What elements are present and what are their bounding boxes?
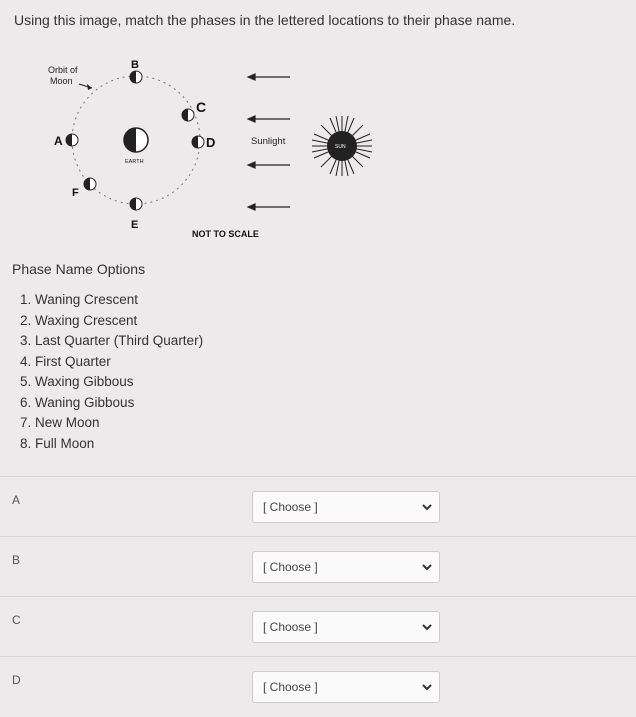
moon-a-icon: [66, 134, 78, 146]
question-text: Using this image, match the phases in the lettered locations to their phase name.: [14, 12, 516, 28]
earth-icon: [124, 128, 148, 152]
option-item: 7. New Moon: [20, 415, 100, 430]
phase-select-b[interactable]: [252, 551, 440, 583]
moon-phase-diagram: [0, 50, 636, 250]
match-label: B: [12, 553, 21, 567]
option-item: 8. Full Moon: [20, 435, 95, 451]
label-e: E: [131, 219, 139, 231]
phase-select-a[interactable]: [252, 491, 440, 523]
option-item: 4. First Quarter: [20, 353, 111, 369]
match-row-b: [0, 536, 636, 597]
label-d: D: [206, 135, 216, 150]
phase-select-c[interactable]: [252, 611, 440, 643]
label-c: C: [196, 99, 207, 115]
chevron-down-icon: [421, 561, 433, 573]
match-row-c: [0, 596, 636, 657]
match-label: C: [12, 613, 21, 627]
match-row-d: [0, 656, 636, 717]
option-item: 6. Waning Gibbous: [20, 394, 135, 410]
label-b: B: [131, 59, 139, 71]
match-label: D: [12, 673, 21, 687]
chevron-down-icon: [421, 621, 433, 633]
select-value: [ Choose ]: [263, 680, 318, 694]
option-item: 5. Waxing Gibbous: [20, 374, 134, 389]
option-item: 2. Waxing Crescent: [20, 312, 138, 328]
chevron-down-icon: [421, 501, 433, 513]
phase-select-d[interactable]: [252, 671, 440, 703]
moon-f-icon: [84, 178, 96, 190]
select-value: [ Choose ]: [263, 620, 318, 634]
scale-note: NOT TO SCALE: [192, 229, 259, 239]
earth-label: EARTH: [125, 159, 144, 165]
label-f: F: [72, 187, 79, 199]
match-label: A: [12, 493, 21, 507]
phase-options-list: [20, 290, 203, 454]
option-item: 3. Last Quarter (Third Quarter): [20, 333, 204, 348]
sunlight-label: Sunlight: [251, 136, 286, 147]
orbit-label-line2: Moon: [50, 76, 73, 86]
moon-e-icon: [130, 198, 142, 210]
match-row-a: [0, 476, 636, 537]
moon-c-icon: [182, 109, 194, 121]
select-value: [ Choose ]: [263, 500, 318, 514]
orbit-label-line1: Orbit of: [48, 65, 78, 75]
select-value: [ Choose ]: [263, 560, 318, 574]
label-a: A: [54, 134, 63, 148]
moon-b-icon: [130, 71, 142, 83]
chevron-down-icon: [421, 681, 433, 693]
options-title: Phase Name Options: [12, 261, 146, 277]
moon-d-icon: [192, 136, 204, 148]
option-item: 1. Waning Crescent: [20, 292, 139, 307]
sun-label: SUN: [335, 144, 346, 150]
